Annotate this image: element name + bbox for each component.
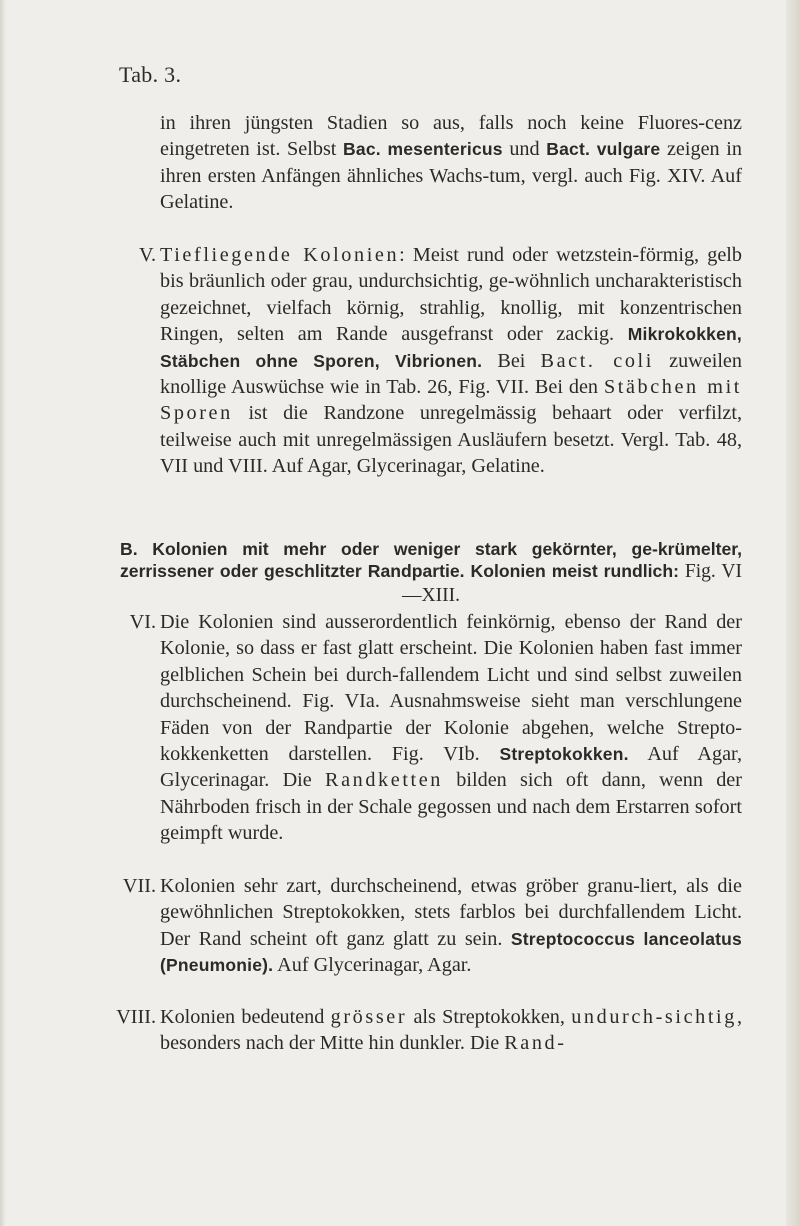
species-bac-mesentericus: Bac. mesentericus (343, 139, 503, 160)
section-number: VI. (129, 611, 156, 633)
organism-group: Mikrokokken, Stäbchen ohne Sporen, Vibrionen. (160, 324, 742, 371)
spaced-term: Rand- (504, 1032, 567, 1055)
spaced-term: Randketten (325, 769, 443, 792)
spaced-term: Bact. coli (540, 349, 654, 372)
section-number: VII. (122, 875, 156, 897)
organism-group: Streptokokken. (499, 744, 629, 765)
paragraph-intro: in ihren jüngsten Stadien so aus, falls noch keine Fluores-cenz eingetreten ist. Selbst Bac. mesentericus und Bact. vulgare zeigen in ihren ersten Anfängen ähnliches Wachs-tum, vergl. auch Fig. XIV. Auf Gelatine. (160, 112, 742, 214)
paragraph-v: V. Tiefliegende Kolonien: Meist rund oder wetzstein-förmig, gelb bis bräunlich oder grau, undurchsichtig, ge-wöhnlich uncharakteristisch gezeichnet, vielfach körnig, strahlig, knollig, mit konzentrischen Ringen, selten am Rande ausgefranst oder zackig. Mikrokokken, Stäbchen ohne Sporen, Vibrionen. Bei Bact. coli zuweilen knollige Auswüchse wie in Tab. 26, Fig. VII. Bei den Stäbchen mit Sporen ist die Randzone unregelmässig behaart oder verfilzt, teilweise auch mit unregelmässigen Ausläufern besetzt. Vergl. Tab. 48, VII und VIII. Auf Agar, Glycerinagar, Gelatine. (160, 242, 742, 480)
species-bact-vulgare: Bact. vulgare (546, 139, 661, 160)
paragraph-viii: VIII. Kolonien bedeutend grösser als Streptokokken, undurch-sichtig, besonders nach der Mitte hin dunkler. Die Rand- (116, 1006, 742, 1055)
section-number: VIII. (116, 1006, 156, 1028)
page-right-edge (786, 0, 800, 1226)
plate-label: Tab. 3. (119, 62, 182, 87)
spaced-term: Stäbchen mit Sporen (160, 376, 742, 425)
spaced-term: Tiefliegende Kolonien (160, 244, 400, 266)
spaced-term: grösser (330, 1006, 408, 1028)
spaced-term: undurch-sichtig (571, 1006, 737, 1028)
page-left-edge (0, 0, 6, 1226)
organism-group: Streptococcus lanceolatus (Pneumonie). (160, 928, 742, 976)
paragraph-vii: VII. Kolonien sehr zart, durchscheinend, etwas gröber granu-liert, als die gewöhnlichen Streptokokken, stets farblos bei durchfallendem Licht. Der Rand scheint oft ganz glatt zu sein. Streptococcus lanceolatus (Pneumonie). Auf Glycerinagar, Agar. (160, 873, 742, 979)
section-number: V. (138, 244, 156, 266)
section-heading-b: B. Kolonien mit mehr oder weniger stark gekörnter, ge-krümelter, zerrissener oder geschlitzter Randpartie. Kolonien meist rundlich: Fig. VI—XIII. (120, 539, 742, 606)
paragraph-vi: VI. Die Kolonien sind ausserordentlich feinkörnig, ebenso der Rand der Kolonie, so dass er fast glatt erscheint. Die Kolonien haben fast immer gelblichen Schein bei durch-fallendem Licht und sind selbst zuweilen durchscheinend. Fig. VIa. Ausnahmsweise sieht man verschlungene Fäden von der Randpartie der Kolonie abgehen, welche Strepto-kokkenketten darstellen. Fig. VIb. Streptokokken. Auf Agar, Glycerinagar. Die Randketten bilden sich oft dann, wenn der Nährboden frisch in der Schale gegossen und nach dem Erstarren sofort geimpft wurde. (160, 609, 742, 847)
